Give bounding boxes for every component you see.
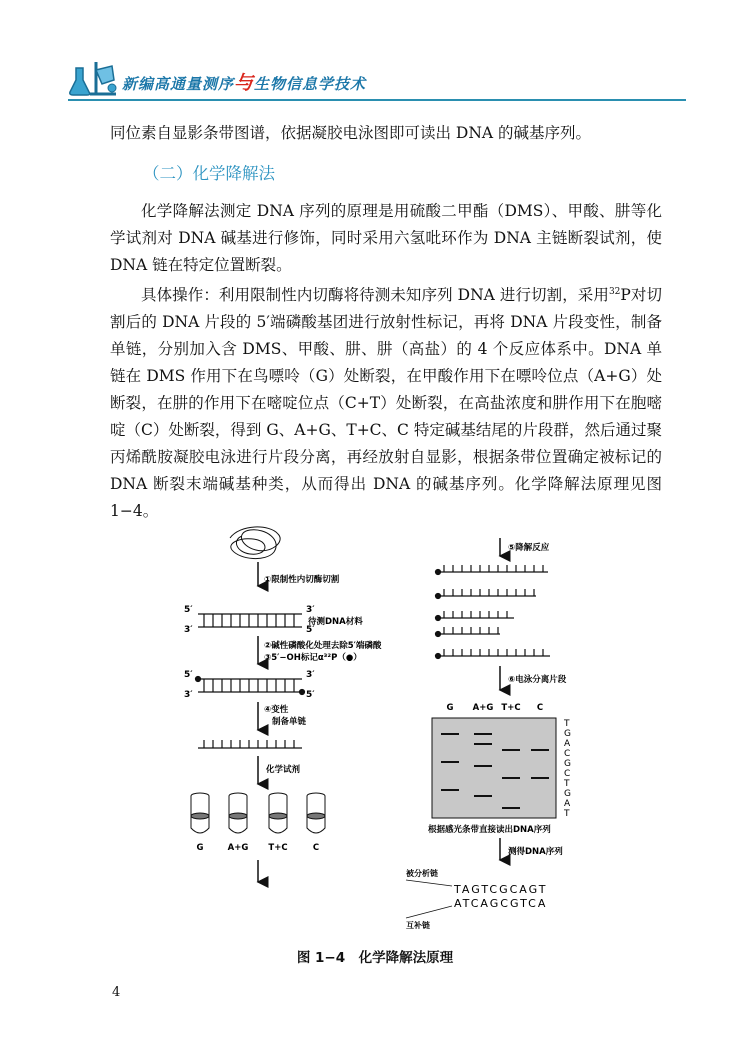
label-dot [436,570,441,575]
strand2-5prime: 5′ [306,625,315,635]
figure-diagram [170,520,610,940]
tube-liquid [191,813,209,819]
tube-label: A+G [227,843,249,853]
gel-col-g: G [446,703,454,713]
gel-col-ag: A+G [472,703,494,713]
read-note: 根据感光条带直接读出DNA序列 [428,825,551,835]
label-dot [436,632,441,637]
comp-pointer [406,906,452,918]
step6-label: ⑥电泳分离片段 [508,675,567,685]
step2-label: ②碱性磷酸化处理去除5′端磷酸 [264,641,382,651]
tube-liquid [269,813,287,819]
header-title-right: 生物信息学技术 [254,75,367,93]
measured-label: 测得DNA序列 [508,847,563,857]
strand4-5prime: 5′ [306,690,315,700]
gel-seq-letter: T [564,809,570,819]
gel-seq-letter: C [564,769,571,779]
gel-seq-letter: T [564,719,570,729]
section-title: （二）化学降解法 [143,164,275,183]
paragraph-2 [110,279,662,525]
header-rule [68,99,686,101]
gel-seq-letter: G [564,729,571,739]
gel-seq-letter: A [564,799,571,809]
tube-label: G [196,843,204,853]
analyzed-pointer [406,880,452,886]
analyzed-strand-label: 被分析链 [406,869,438,878]
label-dot [436,654,441,659]
paragraph-2-a: 具体操作：利用限制性内切酶将待测未知序列 DNA 进行切割，采用 [141,286,609,305]
ss-dna [198,740,302,748]
gel-seq-letter: G [564,759,571,769]
strand1-3prime: 3′ [306,605,315,615]
strand1-5prime: 5′ [184,605,193,615]
dna-coil [230,527,280,559]
tube-label: C [312,843,320,853]
continued-paragraph [110,120,662,147]
reagent-label: 化学试剂 [266,765,301,775]
gel-col-c: C [536,703,544,713]
continued-line: 同位素自显影条带图谱，依据凝胶电泳图即可读出 DNA 的碱基序列。 [110,124,592,142]
paragraph-2-text [110,279,662,525]
step1-label: ①限制性内切酶切割 [264,575,340,585]
paragraph-1-text: 化学降解法测定 DNA 序列的原理是用硫酸二甲酯（DMS）、甲酸、肼等化学试剂对 DNA 碱基进行修饰，同时采用六氢吡环作为 DNA 主链断裂试剂，使 DNA 链在特定位置断裂。 [110,202,662,274]
page-number: 4 [112,985,121,1000]
step4a-label: ④变性 [264,705,289,715]
gel-seq-letter: T [564,779,570,789]
gel-seq-letter: C [564,749,571,759]
gel-col-tc: T+C [501,703,521,713]
comp-strand-label: 互补链 [406,921,430,930]
comp-seq: ATCAGCGTCA [454,897,548,910]
tube-liquid [229,813,247,819]
gel-sequence-readout [563,719,571,819]
gel-seq-letter: A [564,739,571,749]
reaction-tubes [191,793,325,853]
material-label: 待测DNA材料 [308,617,363,627]
ds-dna-1 [198,614,302,627]
isotope-superscript: 32 [608,287,621,297]
strand4-3prime: 3′ [184,690,193,700]
paragraph-2-b: P对切割后的 DNA 片段的 5′端磷酸基团进行放射性标记，再将 DNA 片段变性，制备单链，分别加入含 DMS、甲酸、肼、肼（高盐）的 4 个反应体系中。DNA 单链在 DMS 作用下在鸟嘌呤（G）处断裂，在甲酸作用下在嘌呤位点（A+G）处断裂，在肼的作用下在嘧啶位点（C+T）处断裂，在高盐浓度和肼作用下在胞嘧啶（C）处断裂，得到 G、A+G、T+C、C 特定碱基结尾的片段群，然后通过聚丙烯酰胺凝胶电泳进行片段分离，再经放射自显影，根据条带位置确定被标记的 DNA 断裂末端碱基种类，从而得出 DNA 的碱基序列。化学降解法原理见图 1−4。 [110,286,662,521]
figure-chemical-degradation [170,520,610,940]
tube-liquid [307,813,325,819]
header-title-mid: 与 [234,72,255,94]
header-title-left: 新编高通量测序 [122,75,235,93]
step3-label: ③5′−OH标记α³²P（●） [264,653,362,663]
label-dot [436,616,441,621]
ds-dna-2 [196,677,305,695]
tube-label: T+C [268,843,288,853]
paragraph-1 [110,198,662,279]
step5-label: ⑤降解反应 [508,543,550,553]
strand3-5prime: 5′ [184,670,193,680]
strand3-3prime: 3′ [306,670,315,680]
figure-caption: 图 1−4 化学降解法原理 [296,950,454,966]
fragments [436,565,551,659]
label-dot [436,594,441,599]
gel-seq-letter: G [564,789,571,799]
analyzed-seq: TAGTCGCAGT [454,883,548,896]
lab-flask-logo [68,58,122,98]
header-title [122,68,366,95]
step4b-label: 制备单链 [272,717,307,727]
strand2-3prime: 3′ [184,625,193,635]
